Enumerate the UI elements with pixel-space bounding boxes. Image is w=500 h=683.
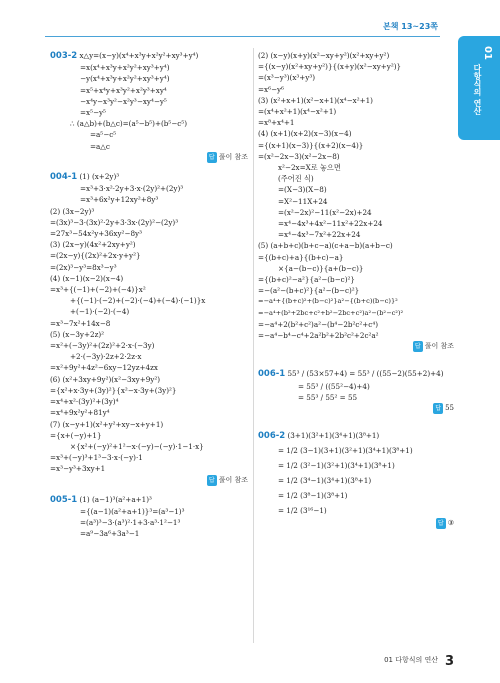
- chapter-tab-title: 다항식의 연산: [473, 64, 482, 115]
- solution-line: (3) (x²+x+1)(x²−x+1)(x⁴−x²+1): [258, 95, 373, 105]
- solution-line: (3) (2x−y)(4x²+2xy+y²): [50, 240, 136, 250]
- solution-line: =a△c: [90, 141, 110, 151]
- solution-line: =x⁴+x²·(3y)²+(3y)⁴: [50, 397, 119, 407]
- solution-line: = 55³ / 55² = 55: [298, 392, 358, 402]
- final-answer: 답 55: [258, 403, 454, 414]
- solution-line: = 1/2 (3¹⁶−1): [278, 505, 327, 515]
- solution-line: =x³−7x²+14x−8: [50, 318, 111, 328]
- solution-line: =(3x)³−3·(3x)²·2y+3·3x·(2y)²−(2y)³: [50, 217, 179, 227]
- answer-tag-icon: 답: [207, 152, 217, 163]
- problem-006-1-first-line: [258, 368, 454, 380]
- solution-line: =x³+(−y)³+1³−3·x·(−y)·1: [50, 453, 143, 463]
- problem-id: 005-1: [50, 494, 78, 505]
- answer-reference: 답 풀이 참조: [258, 341, 454, 352]
- solution-line: x△y=(x−y)(x⁴+x³y+x²y²+xy³+y⁴): [79, 51, 199, 60]
- solution-line: ={(x+1)(x−3)}{(x+2)(x−4)}: [258, 140, 364, 150]
- solution-line: (4) (x−1)(x−2)(x−4): [50, 273, 124, 283]
- solution-line: =x³−y³+3xy+1: [50, 464, 106, 474]
- solution-line: =x³+{(−1)+(−2)+(−4)}x²: [50, 285, 146, 295]
- solution-line: =x²+(−3y)²+(2z)²+2·x·(−3y): [50, 341, 155, 351]
- solution-line: (5) (x−3y+2z)²: [50, 329, 105, 339]
- left-column: [50, 50, 248, 540]
- solution-line: = 1/2 (3⁸−1)(3⁸+1): [278, 490, 348, 500]
- solution-line: =−a⁴+(b²+2bc+c²+b²−2bc+c²)a²−(b²−c²)²: [258, 308, 404, 317]
- solution-line: =x⁸+x⁴+1: [258, 118, 295, 128]
- problem-003-2-first-line: [50, 50, 248, 62]
- problem-id: 006-2: [258, 431, 286, 442]
- right-column: [258, 50, 454, 529]
- chapter-tab: [458, 36, 500, 140]
- answer-tag-icon: 답: [436, 518, 446, 529]
- solution-line: =x⁴+9x²y²+81y⁴: [50, 408, 110, 418]
- solution-line: −y(x⁴+x³y+x²y²+xy³+y⁴): [80, 74, 170, 84]
- solution-line: =−(a²−(b+c)²}{a²−(b−c)²}: [258, 286, 360, 296]
- solution-line: ={x+(−y)+1}: [50, 430, 102, 440]
- solution-line: (5) (a+b+c)(b+c−a)(c+a−b)(a+b−c): [258, 241, 393, 251]
- header-rule: [45, 36, 440, 37]
- solution-line: −x⁴y−x³y²−x²y³−xy⁴−y⁵: [80, 96, 167, 106]
- header-label: 본책 13~23쪽: [383, 22, 438, 31]
- solution-line: =(x⁴+x²+1)(x⁴−x²+1): [258, 107, 337, 117]
- solution-line: = 1/2 (3−1)(3+1)(3²+1)(3⁴+1)(3⁸+1): [278, 445, 413, 455]
- solution-line: =a⁹−3a⁶+3a³−1: [80, 529, 140, 539]
- solution-line: (1) (x+2y)³: [79, 172, 120, 182]
- problem-005-1-first-line: [50, 494, 248, 506]
- solution-line: ×{x²+(−y)²+1²−x·(−y)−(−y)·1−1·x}: [70, 441, 204, 451]
- page-number: 3: [444, 654, 454, 669]
- solution-line: =X²−11X+24: [278, 196, 328, 206]
- answer-reference: 답 풀이 참조: [50, 152, 248, 163]
- solution-line: (1) (a−1)³(a²+a+1)³: [79, 494, 152, 504]
- solution-line: =x(x⁴+x³y+x²y²+xy³+y⁴): [80, 63, 170, 73]
- solution-line: =(2x−y){(2x)²+2x·y+y²}: [50, 251, 141, 261]
- solution-line: =−a⁴+2(b²+c²)a²−(b⁴−2b²c²+c⁴): [258, 319, 379, 329]
- solution-line: (2) (x−y)(x+y)(x²−xy+y²)(x²+xy+y²): [258, 51, 390, 60]
- solution-line: ={(a−1)(a²+a+1)}³=(a³−1)³: [80, 506, 185, 516]
- solution-line: ∴ (a△b)+(b△c)=(a⁵−b⁵)+(b⁵−c⁵): [70, 119, 188, 129]
- solution-line: =(2x)³−y³=8x³−y³: [50, 262, 117, 272]
- answer-tag-icon: 답: [413, 341, 423, 352]
- solution-line: +{(−1)·(−2)+(−2)·(−4)+(−4)·(−1)}x: [70, 296, 206, 306]
- solution-line: = 1/2 (3⁴−1)(3⁴+1)(3⁸+1): [278, 475, 372, 485]
- solution-line: =x⁵+x⁴y+x³y²+x²y³+xy⁴: [80, 85, 167, 95]
- solution-line: =x³+3·x²·2y+3·x·(2y)²+(2y)³: [80, 184, 184, 194]
- solution-line: =x³+6x²y+12xy²+8y³: [80, 195, 159, 205]
- solution-line: = 55³ / ((55²−4)+4): [298, 381, 370, 391]
- problem-006-2-first-line: [258, 430, 454, 442]
- solution-line: 55³ / (53×57+4) = 55³ / ((55−2)(55+2)+4): [287, 369, 444, 379]
- solution-line: ={x²+x·3y+(3y)²}{x²−x·3y+(3y)²}: [50, 385, 177, 395]
- final-answer: 답 ③: [258, 518, 454, 529]
- solution-line: =x⁴−4x³+4x²−11x²+22x+24: [278, 219, 383, 229]
- answer-reference: 답 풀이 참조: [50, 475, 248, 486]
- solution-line: ={(x−y)(x²+xy+y²)}{(x+y)(x²−xy+y²)}: [258, 62, 402, 72]
- solution-line: =(a³)³−3·(a³)²·1+3·a³·1²−1³: [80, 518, 181, 528]
- problem-id: 006-1: [258, 369, 286, 380]
- solution-line: =−a⁴−b⁴−c⁴+2a²b²+2b²c²+2c²a²: [258, 331, 379, 341]
- solution-line: =x⁴−4x³−7x²+22x+24: [278, 230, 361, 240]
- solution-line: =x⁵−y⁵: [80, 108, 106, 118]
- solution-line: =−a⁴+{(b+c)²+(b−c)²}a²−{(b+c)(b−c)}²: [258, 297, 398, 306]
- solution-line: (2) (3x−2y)³: [50, 206, 95, 216]
- solution-line: ×{a−(b−c)}{a+(b−c)}: [278, 263, 364, 273]
- solution-line: (6) (x²+3xy+9y²)(x²−3xy+9y²): [50, 374, 161, 384]
- answer-tag-icon: 답: [433, 403, 443, 414]
- solution-line: (4) (x+1)(x+2)(x−3)(x−4): [258, 129, 352, 139]
- solution-line: =(x²−2x)²−11(x²−2x)+24: [278, 207, 372, 217]
- solution-line: +2·(−3y)·2z+2·2z·x: [70, 352, 142, 362]
- solution-line: =a⁵−c⁵: [90, 130, 117, 140]
- solution-line: = 1/2 (3²−1)(3²+1)(3⁴+1)(3⁸+1): [278, 460, 395, 470]
- problem-id: 004-1: [50, 172, 78, 183]
- solution-line: (7) (x−y+1)(x²+y²+xy−x+y+1): [50, 419, 164, 429]
- solution-line: ={(b+c)²−a²}{a²−(b−c)²}: [258, 275, 355, 285]
- solution-line: (주어진 식): [278, 174, 314, 184]
- problem-id: 003-2: [50, 51, 78, 61]
- solution-line: +(−1)·(−2)·(−4): [70, 307, 130, 317]
- footer-label: 01 다항식의 연산: [384, 656, 438, 664]
- solution-line: x²−2x=X로 놓으면: [278, 163, 341, 173]
- answer-tag-icon: 답: [207, 475, 217, 486]
- solution-line: =(x³−y³)(x³+y³): [258, 73, 316, 83]
- solution-line: =(X−3)(X−8): [278, 185, 327, 195]
- solution-line: =x⁶−y⁶: [258, 84, 284, 94]
- solution-line: (3+1)(3²+1)(3⁴+1)(3⁸+1): [287, 431, 380, 441]
- chapter-tab-number: 01: [482, 46, 493, 60]
- problem-004-1-first-line: [50, 171, 248, 183]
- column-divider: [253, 48, 254, 643]
- solution-line: =x²+9y²+4z²−6xy−12yz+4zx: [50, 363, 158, 373]
- solution-line: =(x²−2x−3)(x²−2x−8): [258, 151, 340, 161]
- solution-line: =27x³−54x²y+36xy²−8y³: [50, 229, 142, 239]
- solution-line: ={(b+c)+a}{(b+c)−a}: [258, 252, 344, 262]
